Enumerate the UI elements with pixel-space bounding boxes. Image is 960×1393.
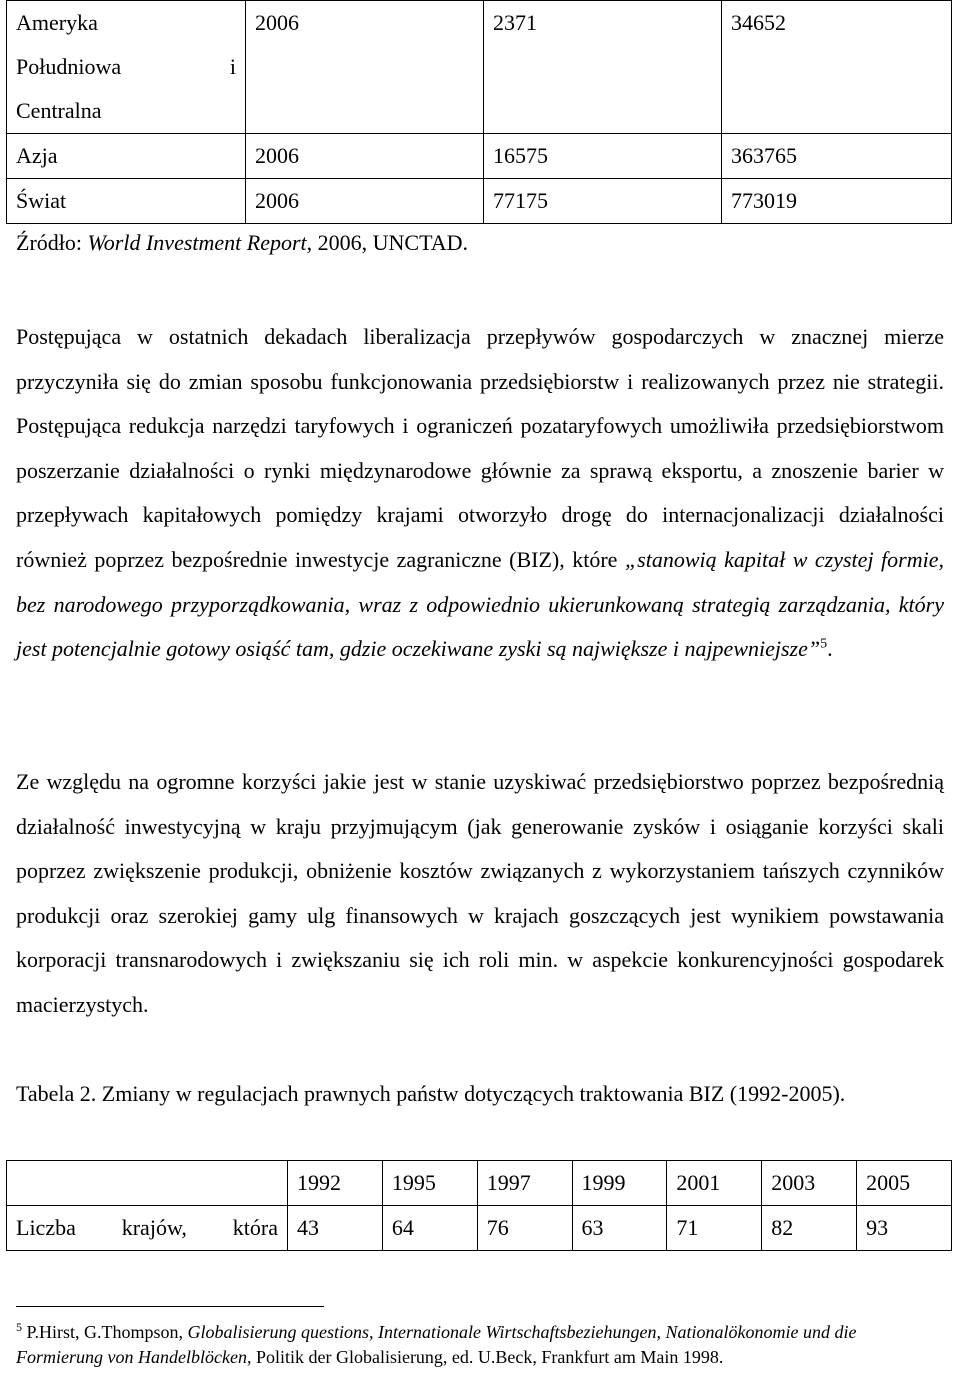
region-line: Ameryka	[16, 10, 98, 35]
empty-header-cell	[7, 1161, 288, 1206]
source-suffix: , 2006, UNCTAD.	[306, 230, 469, 255]
paragraph-text: Ze względu na ogromne korzyści jakie jest w stanie uzyskiwać przedsiębiorstwo poprzez bezpośrednią działalność inwestycyjną w kraju przyjmującym (jak generowanie zysków i osiąganie korzyści skali poprzez zwiększenie produkcji, obniżenie kosztów związanych z wykorzystaniem tańszych czynników produkcji oraz szerokiej gamy ulg finansowych w krajach goszczących jest wynikiem powstawania korporacji transnarodowych i zwiększaniu się ich roli min. w aspekcie konkurencyjności gospodarek macierzystych.	[16, 769, 944, 1017]
row-label-word: krajów,	[121, 1215, 187, 1240]
table-row	[7, 1206, 952, 1251]
footnote-rest: , Politik der Globalisierung, ed. U.Beck, Frankfurt am Main 1998.	[246, 1346, 724, 1367]
table-row	[7, 134, 952, 179]
year-header: 1992	[288, 1161, 383, 1206]
region-line: Centralna	[16, 98, 102, 123]
region-cell: Świat	[7, 179, 246, 224]
value-cell: 93	[857, 1206, 952, 1251]
year-header: 2005	[857, 1161, 952, 1206]
footnote-ref[interactable]: 5	[820, 636, 828, 652]
value-cell: 43	[288, 1206, 383, 1251]
year-header: 2001	[667, 1161, 762, 1206]
value-cell: 82	[762, 1206, 857, 1251]
value-cell: 363765	[722, 134, 952, 179]
fdi-table	[6, 0, 952, 224]
table-caption: Tabela 2. Zmiany w regulacjach prawnych państw dotyczących traktowania BIZ (1992-2005).	[16, 1081, 846, 1106]
quote: „stanowią kapitał w czystej formie, bez narodowego przyporządkowania, wraz z odpowiednio ukierunkowaną strategią zarządzania, który jest potencjalnie gotowy osiąść tam, gdzie oczekiwane zyski są największe i najpewniejsze”	[16, 546, 944, 662]
paragraph-liberalization	[16, 315, 944, 672]
region-line: i	[229, 54, 236, 79]
value-cell: 64	[382, 1206, 477, 1251]
year-cell: 2006	[246, 134, 484, 179]
paragraph-benefits	[16, 760, 944, 1028]
table-row	[7, 1161, 952, 1206]
table-row	[7, 179, 952, 224]
year-header: 1997	[477, 1161, 572, 1206]
region-cell	[7, 1, 246, 134]
regulation-table	[6, 1160, 952, 1251]
year-cell: 2006	[246, 1, 484, 134]
paragraph-text: Postępująca w ostatnich dekadach liberalizacja przepływów gospodarczych w znacznej mierze przyczyniła się do zmian sposobu funkcjonowania przedsiębiorstw i realizowanych przez nie strategii. Postępująca redukcja narzędzi taryfowych i ograniczeń pozataryfowych umożliwiła przedsiębiorstwom poszerzanie działalności o rynki międzynarodowe głównie za sprawą eksportu, a znoszenie barier w przepływach kapitałowych pomiędzy krajami otworzyło drogę do internacjonalizacji działalności również poprzez bezpośrednie inwestycje zagraniczne (BIZ), które	[16, 324, 944, 572]
value-cell: 34652	[722, 1, 952, 134]
value-cell: 773019	[722, 179, 952, 224]
table-row	[7, 1, 952, 134]
paragraph-end: .	[827, 636, 833, 662]
footnote	[16, 1320, 944, 1369]
source-title: World Investment Report	[87, 230, 307, 255]
row-label-word: Liczba	[16, 1215, 76, 1240]
year-header: 2003	[762, 1161, 857, 1206]
footnote-title: Globalisierung questions, Internationale Wirtschaftsbeziehungen, Nationalökonomie und die Formierung von Handelblöcken	[16, 1322, 857, 1367]
value-cell: 77175	[484, 179, 722, 224]
row-label-word: która	[232, 1215, 278, 1240]
region-cell: Azja	[7, 134, 246, 179]
value-cell: 71	[667, 1206, 762, 1251]
footnote-divider	[16, 1306, 324, 1307]
footnote-number: 5	[16, 1320, 22, 1334]
value-cell: 2371	[484, 1, 722, 134]
source-prefix: Źródło:	[16, 230, 88, 255]
year-header: 1995	[382, 1161, 477, 1206]
value-cell: 63	[572, 1206, 667, 1251]
year-cell: 2006	[246, 179, 484, 224]
value-cell: 76	[477, 1206, 572, 1251]
region-line: Południowa	[16, 54, 122, 79]
year-header: 1999	[572, 1161, 667, 1206]
footnote-authors: P.Hirst, G.Thompson,	[26, 1322, 188, 1342]
value-cell: 16575	[484, 134, 722, 179]
row-label	[7, 1206, 288, 1251]
table-source	[16, 228, 468, 258]
